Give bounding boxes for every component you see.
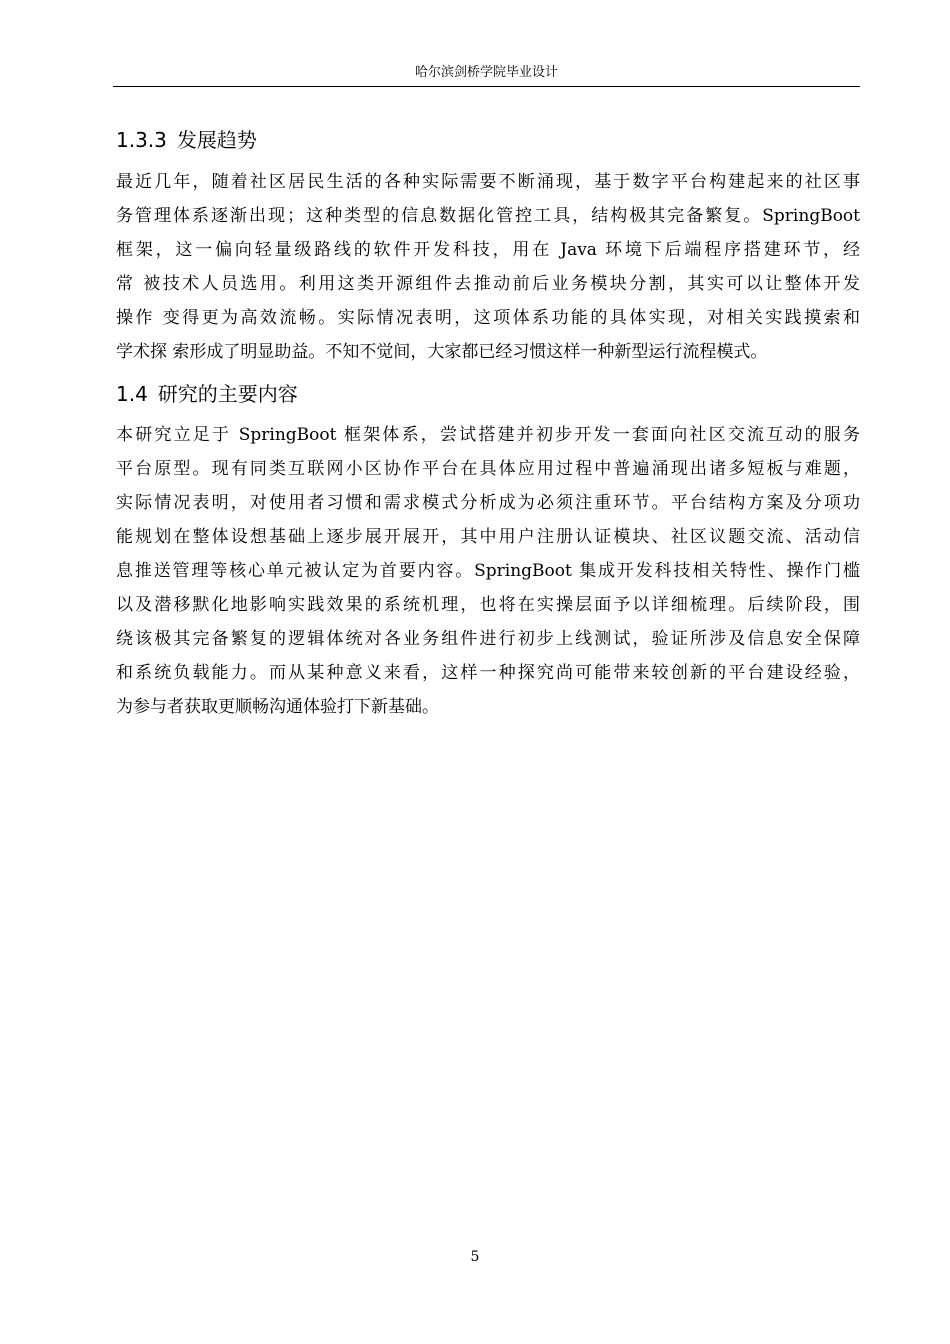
section-paragraph-trends (116, 165, 860, 369)
page-header (113, 62, 860, 87)
paragraph-line: 和系统负载能力。而从某种意义来看，这样一种探究尚可能带来较创新的平台建设经验， (116, 663, 860, 683)
paragraph-line: 务管理体系逐渐出现；这种类型的信息数据化管控工具，结构极其完备繁复。SpringBoot (116, 206, 860, 226)
paragraph-line: 绕该极其完备繁复的逻辑体统对各业务组件进行初步上线测试，验证所涉及信息安全保障 (116, 629, 860, 649)
paragraph-line: 为参与者获取更顺畅沟通体验打下新基础。 (116, 697, 439, 717)
paragraph-line: 学术探 索形成了明显助益。不知不觉间，大家都已经习惯这样一种新型运行流程模式。 (116, 342, 768, 362)
section-number: 1.3.3 (116, 128, 167, 152)
paragraph-line: 平台原型。现有同类互联网小区协作平台在具体应用过程中普遍涌现出诸多短板与难题， (116, 459, 860, 479)
page-number: 5 (470, 1249, 480, 1265)
section-title: 发展趋势 (176, 128, 257, 152)
header-title: 哈尔滨剑桥学院毕业设计 (414, 65, 558, 80)
paragraph-line: 框架，这一偏向轻量级路线的软件开发科技，用在 Java 环境下后端程序搭建环节，经 (116, 240, 860, 260)
section-heading-1-4 (116, 382, 298, 406)
paragraph-line: 常 被技术人员选用。利用这类开源组件去推动前后业务模块分割，其实可以让整体开发 (116, 274, 860, 294)
paragraph-line: 本研究立足于 SpringBoot 框架体系，尝试搭建并初步开发一套面向社区交流互动的服务 (116, 425, 860, 445)
paragraph-line: 以及潜移默化地影响实践效果的系统机理，也将在实操层面予以详细梳理。后续阶段，围 (116, 595, 860, 615)
paragraph-line: 最近几年，随着社区居民生活的各种实际需要不断涌现，基于数字平台构建起来的社区事 (116, 172, 860, 192)
paragraph-line: 操作 变得更为高效流畅。实际情况表明，这项体系功能的具体实现，对相关实践摸索和 (116, 308, 860, 328)
section-paragraph-main-content (116, 418, 860, 724)
section-title: 研究的主要内容 (157, 382, 298, 406)
section-heading-1-3-3 (116, 128, 257, 152)
paragraph-line: 息推送管理等核心单元被认定为首要内容。SpringBoot 集成开发科技相关特性、操作门槛 (116, 561, 860, 581)
paragraph-line: 能规划在整体设想基础上逐步展开展开，其中用户注册认证模块、社区议题交流、活动信 (116, 527, 860, 547)
section-number: 1.4 (116, 382, 148, 406)
paragraph-line: 实际情况表明，对使用者习惯和需求模式分析成为必须注重环节。平台结构方案及分项功 (116, 493, 860, 513)
